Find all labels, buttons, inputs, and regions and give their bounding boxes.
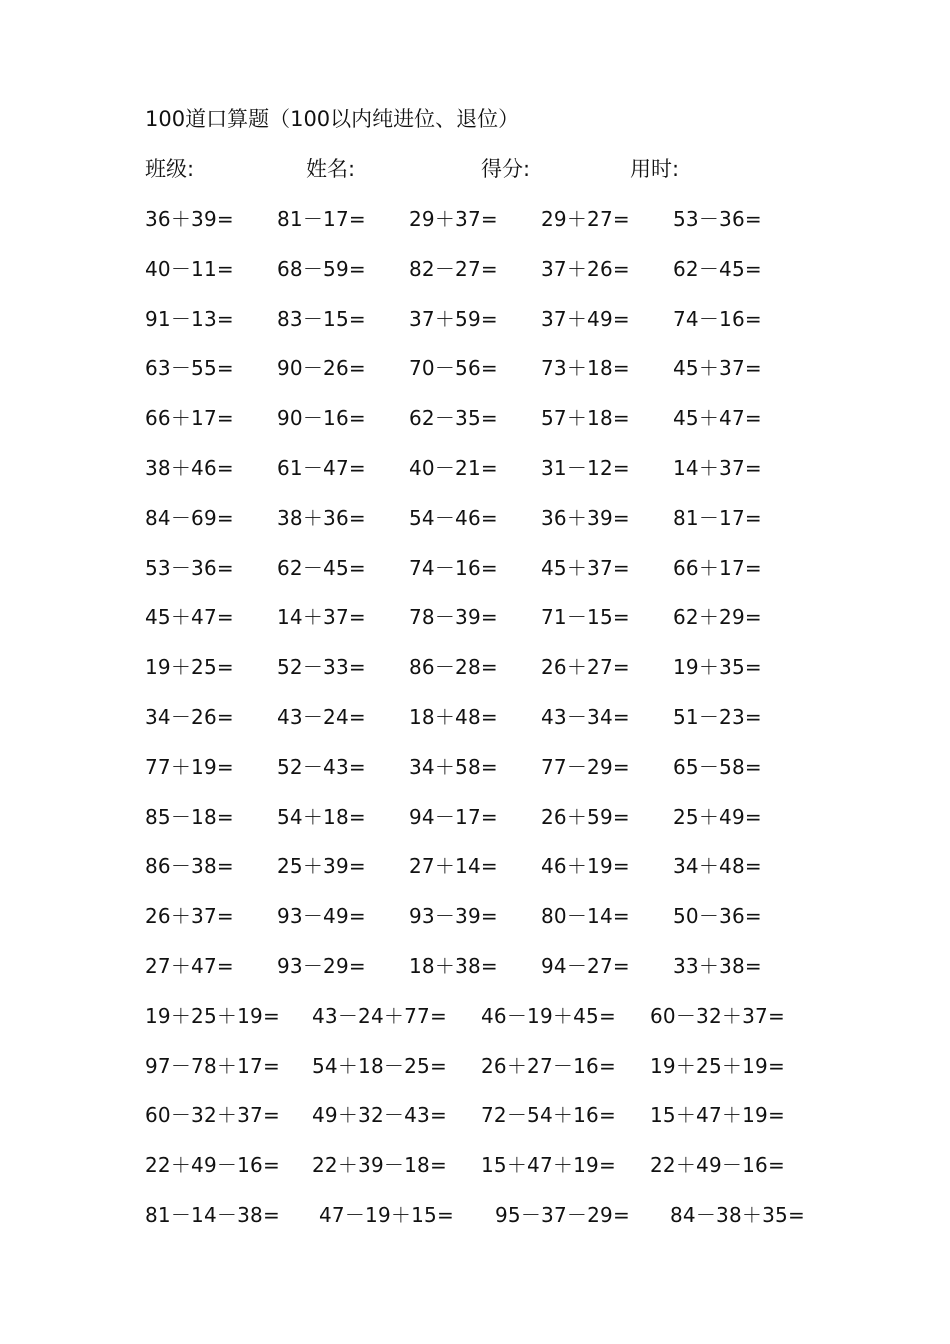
problem-item: 37＋26= bbox=[541, 256, 630, 281]
problem-item: 53－36= bbox=[145, 555, 234, 580]
problem-item: 57＋18= bbox=[541, 406, 630, 431]
problem-item: 38＋36= bbox=[277, 505, 366, 530]
problem-item: 77－29= bbox=[541, 754, 630, 779]
problem-item: 52－43= bbox=[277, 754, 366, 779]
problem-item: 86－28= bbox=[409, 655, 498, 680]
problem-item: 61－47= bbox=[277, 456, 366, 480]
problem-item: 62－45= bbox=[673, 256, 762, 281]
class-label: 班级: bbox=[145, 157, 195, 181]
problem-item: 84－38＋35= bbox=[670, 1203, 805, 1227]
problem-item: 81－14－38= bbox=[145, 1203, 280, 1227]
problem-item: 62－45= bbox=[277, 555, 366, 580]
problem-item: 43－24= bbox=[277, 705, 366, 729]
problem-item: 38＋46= bbox=[145, 456, 234, 480]
problem-item: 25＋39= bbox=[277, 854, 366, 879]
worksheet-title: 100道口算题（100以内纯进位、退位） bbox=[145, 107, 520, 131]
problem-item: 63－55= bbox=[145, 356, 234, 381]
problem-item: 86－38= bbox=[145, 854, 234, 879]
problem-item: 94－17= bbox=[409, 804, 498, 829]
problem-item: 15＋47＋19= bbox=[650, 1103, 785, 1128]
problem-item: 46＋19= bbox=[541, 854, 630, 879]
problem-item: 18＋48= bbox=[409, 705, 498, 729]
problem-item: 40－21= bbox=[409, 456, 498, 480]
problem-item: 19＋25＋19= bbox=[650, 1053, 785, 1078]
problem-item: 60－32＋37= bbox=[650, 1003, 785, 1028]
problem-item: 22＋49－16= bbox=[145, 1153, 280, 1178]
problem-item: 27＋14= bbox=[409, 854, 498, 879]
problem-item: 18＋38= bbox=[409, 954, 498, 978]
problem-item: 19＋25= bbox=[145, 655, 234, 680]
problem-item: 53－36= bbox=[673, 207, 762, 231]
score-label: 得分: bbox=[481, 157, 531, 181]
problem-item: 34＋48= bbox=[673, 854, 762, 879]
problem-item: 47－19＋15= bbox=[319, 1203, 454, 1227]
problem-item: 90－26= bbox=[277, 356, 366, 381]
problem-item: 73＋18= bbox=[541, 356, 630, 381]
problem-item: 22＋39－18= bbox=[312, 1153, 447, 1178]
problem-item: 29＋27= bbox=[541, 207, 630, 231]
problem-item: 91－13= bbox=[145, 306, 234, 331]
problem-item: 36＋39= bbox=[145, 207, 234, 231]
problem-item: 50－36= bbox=[673, 904, 762, 929]
problem-item: 37＋49= bbox=[541, 306, 630, 331]
problem-item: 25＋49= bbox=[673, 804, 762, 829]
problem-item: 82－27= bbox=[409, 256, 498, 281]
problem-item: 78－39= bbox=[409, 605, 498, 630]
problem-item: 52－33= bbox=[277, 655, 366, 680]
problem-item: 62－35= bbox=[409, 406, 498, 431]
problem-item: 15＋47＋19= bbox=[481, 1153, 616, 1178]
problem-item: 80－14= bbox=[541, 904, 630, 929]
problem-item: 26＋27－16= bbox=[481, 1053, 616, 1078]
problem-item: 65－58= bbox=[673, 754, 762, 779]
problem-item: 19＋25＋19= bbox=[145, 1003, 280, 1028]
problem-item: 43－34= bbox=[541, 705, 630, 729]
problem-item: 26＋59= bbox=[541, 804, 630, 829]
problem-item: 45＋47= bbox=[145, 605, 234, 630]
problem-item: 40－11= bbox=[145, 256, 234, 281]
problem-item: 81－17= bbox=[277, 207, 366, 231]
problem-item: 62＋29= bbox=[673, 605, 762, 630]
problem-item: 90－16= bbox=[277, 406, 366, 431]
problem-item: 54＋18= bbox=[277, 804, 366, 829]
problem-item: 66＋17= bbox=[145, 406, 234, 431]
problem-item: 45＋37= bbox=[673, 356, 762, 381]
problem-item: 93－49= bbox=[277, 904, 366, 929]
problem-item: 93－39= bbox=[409, 904, 498, 929]
name-label: 姓名: bbox=[306, 157, 356, 181]
problem-item: 68－59= bbox=[277, 256, 366, 281]
problem-item: 31－12= bbox=[541, 456, 630, 480]
problem-item: 27＋47= bbox=[145, 954, 234, 978]
problem-item: 74－16= bbox=[409, 555, 498, 580]
problem-item: 45＋37= bbox=[541, 555, 630, 580]
time-label: 用时: bbox=[630, 157, 680, 181]
problem-item: 34－26= bbox=[145, 705, 234, 729]
problem-item: 70－56= bbox=[409, 356, 498, 381]
problem-item: 74－16= bbox=[673, 306, 762, 331]
problem-item: 85－18= bbox=[145, 804, 234, 829]
problem-item: 83－15= bbox=[277, 306, 366, 331]
problem-item: 26＋27= bbox=[541, 655, 630, 680]
problem-item: 95－37－29= bbox=[495, 1203, 630, 1227]
problem-item: 51－23= bbox=[673, 705, 762, 729]
problem-item: 97－78＋17= bbox=[145, 1053, 280, 1078]
problem-item: 54＋18－25= bbox=[312, 1053, 447, 1078]
problem-item: 72－54＋16= bbox=[481, 1103, 616, 1128]
problem-item: 22＋49－16= bbox=[650, 1153, 785, 1178]
problem-item: 66＋17= bbox=[673, 555, 762, 580]
problem-item: 19＋35= bbox=[673, 655, 762, 680]
problem-item: 37＋59= bbox=[409, 306, 498, 331]
problem-item: 54－46= bbox=[409, 505, 498, 530]
problem-item: 29＋37= bbox=[409, 207, 498, 231]
problem-item: 49＋32－43= bbox=[312, 1103, 447, 1128]
problem-item: 81－17= bbox=[673, 505, 762, 530]
problem-item: 77＋19= bbox=[145, 754, 234, 779]
problem-item: 36＋39= bbox=[541, 505, 630, 530]
problem-item: 43－24＋77= bbox=[312, 1003, 447, 1028]
problem-item: 84－69= bbox=[145, 505, 234, 530]
problem-item: 71－15= bbox=[541, 605, 630, 630]
problem-item: 14＋37= bbox=[673, 456, 762, 480]
problem-item: 26＋37= bbox=[145, 904, 234, 929]
problem-item: 46－19＋45= bbox=[481, 1003, 616, 1028]
problem-item: 33＋38= bbox=[673, 954, 762, 978]
problem-item: 34＋58= bbox=[409, 754, 498, 779]
problem-item: 45＋47= bbox=[673, 406, 762, 431]
problem-item: 14＋37= bbox=[277, 605, 366, 630]
problem-item: 93－29= bbox=[277, 954, 366, 978]
problem-item: 94－27= bbox=[541, 954, 630, 978]
problem-item: 60－32＋37= bbox=[145, 1103, 280, 1128]
